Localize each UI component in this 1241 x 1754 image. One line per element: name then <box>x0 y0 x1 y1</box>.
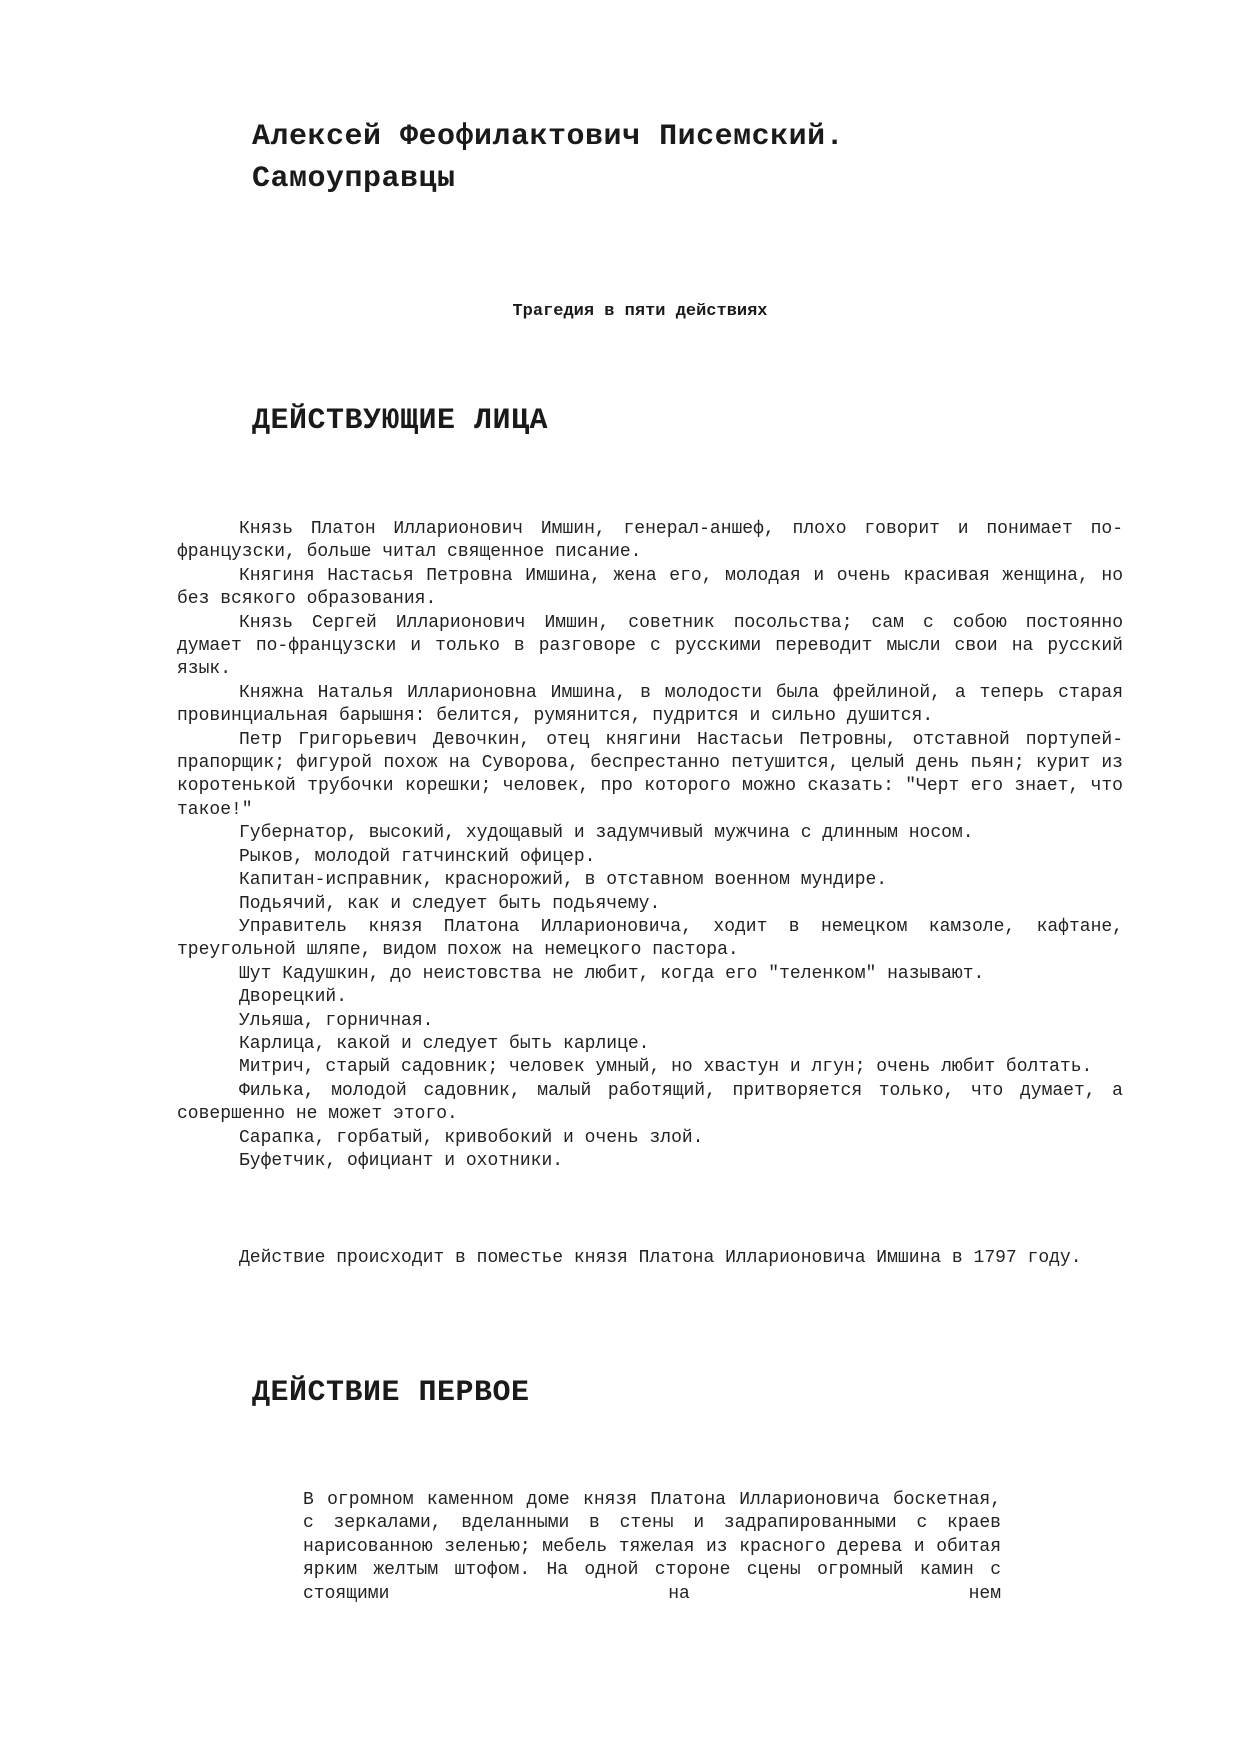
cast-entry: Сарапка, горбатый, кривобокий и очень злой. <box>239 1127 704 1148</box>
cast-entry: Княгиня Настасья Петровна Имшина, жена его, молодая и очень красивая женщина, но без всякого образования. <box>177 565 1123 610</box>
document-title <box>252 116 844 200</box>
stage-direction: В огромном каменном доме князя Платона Илларионовича боскетная, с зеркалами, вделанными в стены и задрапированными с краев нарисованною зеленью; мебель тяжелая из красного дерева и обитая ярким желтым штофом. На одной стороне сцены огромный камин с стоящими на нем <box>303 1490 1001 1604</box>
cast-entry: Карлица, какой и следует быть карлице. <box>239 1033 650 1054</box>
cast-entry: Управитель князя Платона Илларионовича, ходит в немецком камзоле, кафтане, треугольной шляпе, видом похож на немецкого пастора. <box>177 916 1123 961</box>
setting-block <box>177 1247 1123 1270</box>
cast-entry: Шут Кадушкин, до неистовства не любит, когда его "теленком" называют. <box>239 963 985 984</box>
cast-entry: Губернатор, высокий, худощавый и задумчивый мужчина с длинным носом. <box>239 823 974 844</box>
cast-entry: Рыков, молодой гатчинский офицер. <box>239 846 596 867</box>
act-heading: ДЕЙСТВИЕ ПЕРВОЕ <box>252 1376 530 1410</box>
cast-entry: Капитан-исправник, краснорожий, в отставном военном мундире. <box>239 870 888 891</box>
cast-entry: Подьячий, как и следует быть подьячему. <box>239 893 661 914</box>
cast-heading: ДЕЙСТВУЮЩИЕ ЛИЦА <box>252 404 549 438</box>
cast-entry: Филька, молодой садовник, малый работящий, притворяется только, что думает, а совершенно не может этого. <box>177 1080 1123 1125</box>
cast-entry: Ульяша, горничная. <box>239 1010 434 1031</box>
cast-entry: Митрич, старый садовник; человек умный, но хвастун и лгун; очень любит болтать. <box>239 1057 1093 1078</box>
title-work-line: Самоуправцы <box>252 162 456 196</box>
cast-list <box>177 518 1123 1173</box>
cast-entry: Буфетчик, официант и охотники. <box>239 1150 564 1171</box>
cast-entry: Дворецкий. <box>239 987 348 1008</box>
document-subtitle: Трагедия в пяти действиях <box>512 302 768 321</box>
title-author-line: Алексей Феофилактович Писемский. <box>252 120 845 154</box>
cast-entry: Князь Платон Илларионович Имшин, генерал-аншеф, плохо говорит и понимает по-французски, больше читал священное писание. <box>177 519 1123 563</box>
cast-entry: Петр Григорьевич Девочкин, отец княгини Настасьи Петровны, отставной портупей-прапорщик; фигурой похож на Суворова, беспрестанно петушится, целый день пьян; курит из коротенькой трубочки корешки; человек, про которого можно сказать: "Черт его знает, что такое!" <box>177 729 1123 820</box>
cast-entry: Княжна Наталья Илларионовна Имшина, в молодости была фрейлиной, а теперь старая провинциальная барышня: белится, румянится, пудрится и сильно душится. <box>177 682 1123 727</box>
setting-text: Действие происходит в поместье князя Платона Илларионовича Имшина в 1797 году. <box>239 1248 1082 1268</box>
cast-entry: Князь Сергей Илларионович Имшин, советник посольства; сам с собою постоянно думает по-французски и только в разговоре с русскими переводит мысли свои на русский язык. <box>177 612 1123 680</box>
